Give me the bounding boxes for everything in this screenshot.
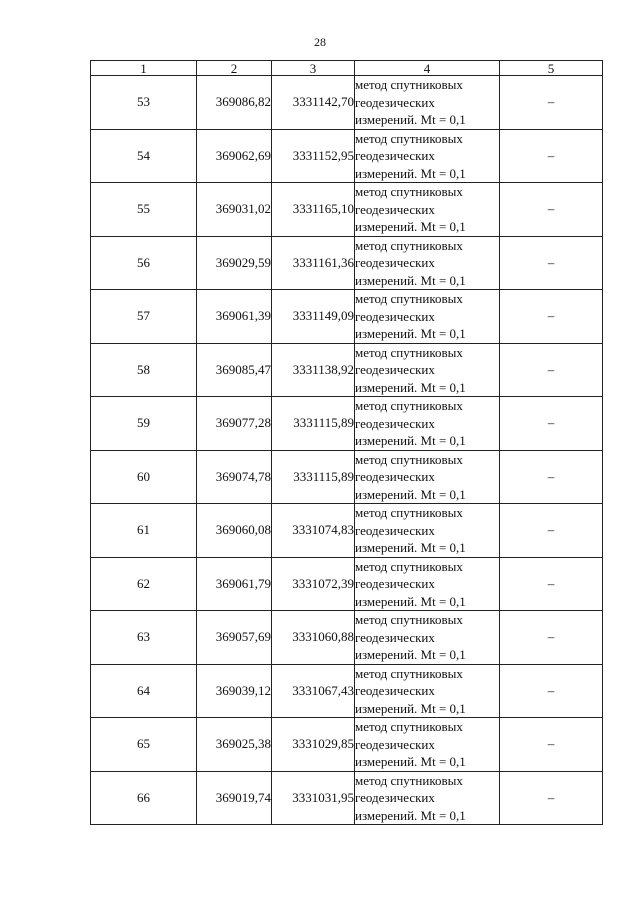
method-line: геодезических xyxy=(355,255,435,270)
note-cell: – xyxy=(500,718,603,772)
table-row xyxy=(91,236,603,290)
x-coordinate-cell: 369025,38 xyxy=(197,718,272,772)
method-line: геодезических xyxy=(355,790,435,805)
x-coordinate-cell: 369039,12 xyxy=(197,664,272,718)
page-number: 28 xyxy=(314,35,326,49)
method-line: геодезических xyxy=(355,148,435,163)
method-line: измерений. Mt = 0,1 xyxy=(355,754,466,769)
method-line: измерений. Mt = 0,1 xyxy=(355,433,466,448)
column-header-3: 3 xyxy=(272,61,355,76)
method-line: измерений. Mt = 0,1 xyxy=(355,112,466,127)
x-coordinate-cell: 369062,69 xyxy=(197,129,272,183)
method-line: измерений. Mt = 0,1 xyxy=(355,807,466,823)
method-line: геодезических xyxy=(355,201,435,217)
point-number-cell: 59 xyxy=(91,397,197,451)
x-coordinate-cell: 369077,28 xyxy=(197,397,272,451)
method-line: метод спутниковых xyxy=(355,665,463,681)
table-row xyxy=(91,343,603,397)
method-line: метод спутниковых xyxy=(355,130,463,146)
point-number-cell: 53 xyxy=(91,76,197,130)
method-line: геодезических xyxy=(355,736,435,752)
method-line: метод спутниковых xyxy=(355,451,463,467)
table-header-row xyxy=(91,61,603,76)
method-line: геодезических xyxy=(355,683,435,698)
method-line: геодезических xyxy=(355,469,435,484)
method-line: измерений. Mt = 0,1 xyxy=(355,647,466,662)
column-header-1: 1 xyxy=(91,61,197,76)
y-coordinate-cell: 3331149,09 xyxy=(272,290,355,344)
method-cell xyxy=(355,290,500,344)
method-line: метод спутниковых xyxy=(355,558,463,574)
coordinates-table xyxy=(90,60,603,825)
y-coordinate-cell: 3331165,10 xyxy=(272,183,355,237)
y-coordinate-cell: 3331142,70 xyxy=(272,76,355,130)
method-cell xyxy=(355,771,500,825)
method-line: измерений. Mt = 0,1 xyxy=(355,486,466,502)
method-cell xyxy=(355,343,500,397)
point-number-cell: 63 xyxy=(91,611,197,665)
method-line: метод спутниковых xyxy=(355,291,463,306)
method-cell xyxy=(355,183,500,237)
y-coordinate-cell: 3331031,95 xyxy=(272,771,355,825)
note-cell: – xyxy=(500,343,603,397)
method-line: метод спутниковых xyxy=(355,772,463,788)
method-line: геодезических xyxy=(355,629,435,645)
x-coordinate-cell: 369085,47 xyxy=(197,343,272,397)
note-cell: – xyxy=(500,611,603,665)
x-coordinate-cell: 369031,02 xyxy=(197,183,272,237)
note-cell: – xyxy=(500,76,603,130)
y-coordinate-cell: 3331072,39 xyxy=(272,557,355,611)
method-cell xyxy=(355,397,500,451)
note-cell: – xyxy=(500,771,603,825)
table-row xyxy=(91,718,603,772)
method-line: метод спутниковых xyxy=(355,398,463,413)
method-line: геодезических xyxy=(355,522,435,538)
y-coordinate-cell: 3331152,95 xyxy=(272,129,355,183)
note-cell: – xyxy=(500,504,603,558)
y-coordinate-cell: 3331115,89 xyxy=(272,397,355,451)
point-number-cell: 66 xyxy=(91,771,197,825)
table-row xyxy=(91,450,603,504)
method-line: измерений. Mt = 0,1 xyxy=(355,326,466,341)
point-number-cell: 60 xyxy=(91,450,197,504)
method-line: метод спутниковых xyxy=(355,612,463,627)
point-number-cell: 57 xyxy=(91,290,197,344)
method-line: измерений. Mt = 0,1 xyxy=(355,379,466,395)
y-coordinate-cell: 3331115,89 xyxy=(272,450,355,504)
method-line: измерений. Mt = 0,1 xyxy=(355,593,466,609)
x-coordinate-cell: 369086,82 xyxy=(197,76,272,130)
table-row xyxy=(91,504,603,558)
note-cell: – xyxy=(500,450,603,504)
method-cell xyxy=(355,611,500,665)
table-row xyxy=(91,664,603,718)
point-number-cell: 56 xyxy=(91,236,197,290)
table-row xyxy=(91,183,603,237)
y-coordinate-cell: 3331074,83 xyxy=(272,504,355,558)
x-coordinate-cell: 369029,59 xyxy=(197,236,272,290)
y-coordinate-cell: 3331138,92 xyxy=(272,343,355,397)
method-cell xyxy=(355,236,500,290)
column-header-4: 4 xyxy=(355,61,500,76)
table-row xyxy=(91,290,603,344)
method-line: геодезических xyxy=(355,308,435,324)
point-number-cell: 64 xyxy=(91,664,197,718)
method-cell xyxy=(355,718,500,772)
y-coordinate-cell: 3331067,43 xyxy=(272,664,355,718)
method-line: измерений. Mt = 0,1 xyxy=(355,700,466,716)
method-line: геодезических xyxy=(355,415,435,431)
y-coordinate-cell: 3331161,36 xyxy=(272,236,355,290)
point-number-cell: 62 xyxy=(91,557,197,611)
method-line: измерений. Mt = 0,1 xyxy=(355,219,466,234)
method-line: измерений. Mt = 0,1 xyxy=(355,165,466,181)
method-line: метод спутниковых xyxy=(355,77,463,92)
method-line: метод спутниковых xyxy=(355,184,463,199)
x-coordinate-cell: 369060,08 xyxy=(197,504,272,558)
note-cell: – xyxy=(500,236,603,290)
table-row xyxy=(91,397,603,451)
note-cell: – xyxy=(500,290,603,344)
point-number-cell: 65 xyxy=(91,718,197,772)
method-line: измерений. Mt = 0,1 xyxy=(355,540,466,555)
method-line: геодезических xyxy=(355,362,435,377)
table-row xyxy=(91,557,603,611)
y-coordinate-cell: 3331060,88 xyxy=(272,611,355,665)
note-cell: – xyxy=(500,397,603,451)
method-cell xyxy=(355,664,500,718)
point-number-cell: 61 xyxy=(91,504,197,558)
method-cell xyxy=(355,450,500,504)
x-coordinate-cell: 369019,74 xyxy=(197,771,272,825)
method-cell xyxy=(355,76,500,130)
table-row xyxy=(91,76,603,130)
method-line: метод спутниковых xyxy=(355,237,463,253)
column-header-2: 2 xyxy=(197,61,272,76)
method-line: метод спутниковых xyxy=(355,505,463,520)
point-number-cell: 55 xyxy=(91,183,197,237)
x-coordinate-cell: 369061,79 xyxy=(197,557,272,611)
method-line: геодезических xyxy=(355,94,435,110)
table-row xyxy=(91,771,603,825)
method-line: измерений. Mt = 0,1 xyxy=(355,272,466,288)
method-line: метод спутниковых xyxy=(355,719,463,734)
column-header-5: 5 xyxy=(500,61,603,76)
point-number-cell: 58 xyxy=(91,343,197,397)
method-cell xyxy=(355,504,500,558)
method-line: геодезических xyxy=(355,576,435,591)
note-cell: – xyxy=(500,557,603,611)
method-cell xyxy=(355,557,500,611)
x-coordinate-cell: 369061,39 xyxy=(197,290,272,344)
table-row xyxy=(91,129,603,183)
method-line: метод спутниковых xyxy=(355,344,463,360)
note-cell: – xyxy=(500,129,603,183)
x-coordinate-cell: 369074,78 xyxy=(197,450,272,504)
x-coordinate-cell: 369057,69 xyxy=(197,611,272,665)
table-row xyxy=(91,611,603,665)
y-coordinate-cell: 3331029,85 xyxy=(272,718,355,772)
point-number-cell: 54 xyxy=(91,129,197,183)
method-cell xyxy=(355,129,500,183)
note-cell: – xyxy=(500,664,603,718)
note-cell: – xyxy=(500,183,603,237)
